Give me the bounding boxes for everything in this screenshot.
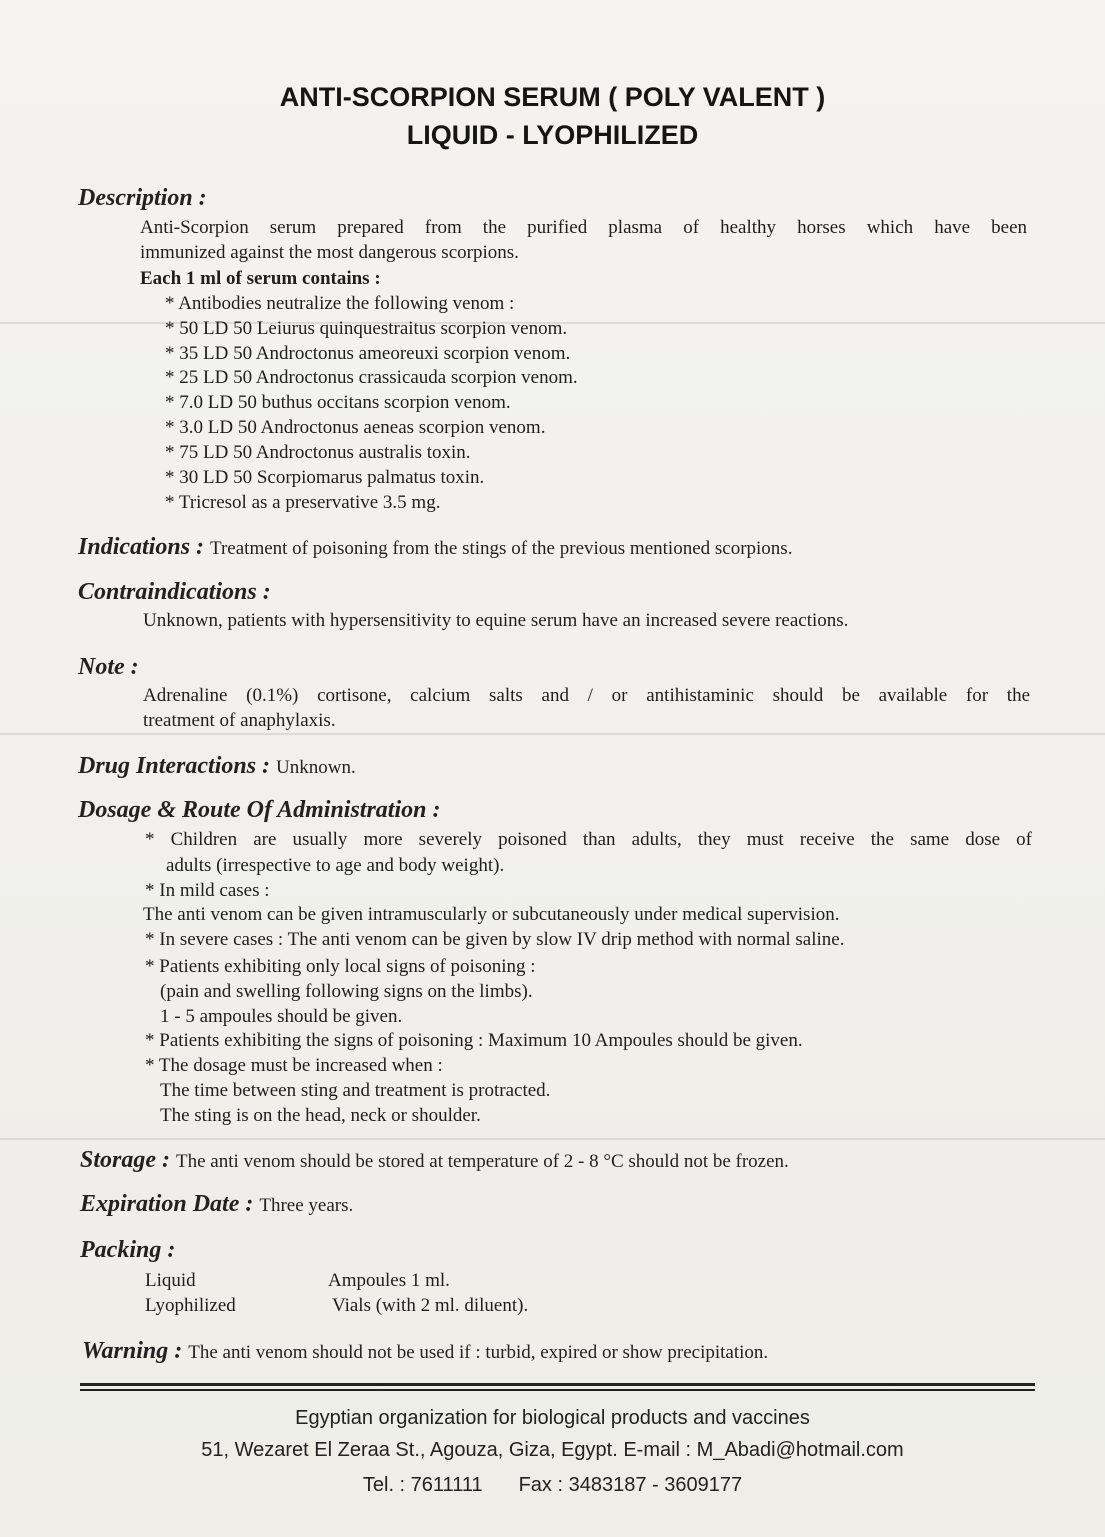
dosage-heading: Dosage & Route Of Administration : xyxy=(78,797,441,823)
paper-fold xyxy=(0,733,1105,735)
note-heading: Note : xyxy=(78,654,139,680)
dosage-line: The time between sting and treatment is protracted. xyxy=(160,1080,551,1101)
warning-text: The anti venom should not be used if : turbid, expired or show precipitation. xyxy=(188,1342,769,1363)
ingredient-item: * 7.0 LD 50 buthus occitans scorpion venom. xyxy=(165,392,511,413)
dosage-line: * Children are usually more severely poisoned than adults, they must receive the same dose of xyxy=(145,829,1032,850)
ingredient-item: * 50 LD 50 Leiurus quinquestraitus scorpion venom. xyxy=(165,318,568,339)
dosage-line: * In mild cases : xyxy=(145,880,270,901)
ingredient-item: * 75 LD 50 Androctonus australis toxin. xyxy=(165,442,471,463)
ingredient-item: * 25 LD 50 Androctonus crassicauda scorpion venom. xyxy=(165,367,578,388)
ingredient-item: * 3.0 LD 50 Androctonus aeneas scorpion venom. xyxy=(165,417,546,438)
dosage-line: * Patients exhibiting only local signs of poisoning : xyxy=(145,956,536,977)
footer-divider xyxy=(80,1389,1035,1391)
indications-heading: Indications : xyxy=(78,534,205,560)
packing-container: Vials (with 2 ml. diluent). xyxy=(332,1295,529,1316)
dosage-line: * Patients exhibiting the signs of poisoning : Maximum 10 Ampoules should be given. xyxy=(145,1030,803,1051)
drug-interactions-heading: Drug Interactions : xyxy=(78,753,271,779)
storage-heading: Storage : xyxy=(80,1147,170,1173)
packing-heading: Packing : xyxy=(80,1237,176,1263)
ingredient-item: * Antibodies neutralize the following venom : xyxy=(165,293,515,314)
note-line-2: treatment of anaphylaxis. xyxy=(143,710,336,731)
indications-text: Treatment of poisoning from the stings of the previous mentioned scorpions. xyxy=(210,538,793,559)
description-line-2: immunized against the most dangerous scorpions. xyxy=(140,242,519,263)
drug-interactions-row xyxy=(78,751,356,783)
ingredient-item: * 30 LD 50 Scorpiomarus palmatus toxin. xyxy=(165,467,485,488)
dosage-line: The sting is on the head, neck or shoulder. xyxy=(160,1105,481,1126)
footer-address: 51, Wezaret El Zeraa St., Agouza, Giza, Egypt. E-mail : M_Abadi@hotmail.com xyxy=(201,1439,904,1461)
ingredient-item: * Tricresol as a preservative 3.5 mg. xyxy=(165,492,441,513)
dosage-line: The anti venom can be given intramuscularly or subcutaneously under medical supervision. xyxy=(143,904,840,925)
contains-label: Each 1 ml of serum contains : xyxy=(140,268,381,289)
description-heading: Description : xyxy=(78,185,207,211)
dosage-line: * The dosage must be increased when : xyxy=(145,1055,443,1076)
description-line-1: Anti-Scorpion serum prepared from the purified plasma of healthy horses which have been xyxy=(140,217,1027,238)
contraindications-text: Unknown, patients with hypersensitivity to equine serum have an increased severe reactions. xyxy=(143,610,849,631)
note-line-1: Adrenaline (0.1%) cortisone, calcium salts and / or antihistaminic should be available for the xyxy=(143,685,1030,706)
footer-contact xyxy=(0,1472,1105,1498)
warning-heading: Warning : xyxy=(82,1338,183,1364)
drug-interactions-text: Unknown. xyxy=(276,757,356,778)
footer-org: Egyptian organization for biological products and vaccines xyxy=(295,1407,810,1429)
indications-row xyxy=(78,532,792,564)
contraindications-heading: Contraindications : xyxy=(78,579,271,605)
packing-container: Ampoules 1 ml. xyxy=(328,1270,450,1291)
storage-row xyxy=(80,1145,789,1177)
dosage-line: * In severe cases : The anti venom can be given by slow IV drip method with normal saline. xyxy=(145,929,845,950)
packing-form: Lyophilized xyxy=(145,1295,236,1316)
expiration-text: Three years. xyxy=(259,1195,354,1216)
paper-fold xyxy=(0,1138,1105,1140)
title-line-2: LIQUID - LYOPHILIZED xyxy=(406,120,699,150)
ingredient-item: * 35 LD 50 Androctonus ameoreuxi scorpion venom. xyxy=(165,343,571,364)
dosage-line: (pain and swelling following signs on the limbs). xyxy=(160,981,533,1002)
packing-form: Liquid xyxy=(145,1270,196,1291)
warning-row xyxy=(82,1336,768,1368)
dosage-line: adults (irrespective to age and body weight). xyxy=(166,855,505,876)
footer-fax: Fax : 3483187 - 3609177 xyxy=(518,1474,743,1496)
storage-text: The anti venom should be stored at temperature of 2 - 8 °C should not be frozen. xyxy=(176,1151,789,1172)
expiration-row xyxy=(80,1189,353,1221)
footer-divider xyxy=(80,1383,1035,1386)
expiration-heading: Expiration Date : xyxy=(80,1191,254,1217)
title-line-1: ANTI-SCORPION SERUM ( POLY VALENT ) xyxy=(279,82,826,112)
footer-tel: Tel. : 7611111 xyxy=(362,1474,483,1496)
dosage-line: 1 - 5 ampoules should be given. xyxy=(160,1006,403,1027)
